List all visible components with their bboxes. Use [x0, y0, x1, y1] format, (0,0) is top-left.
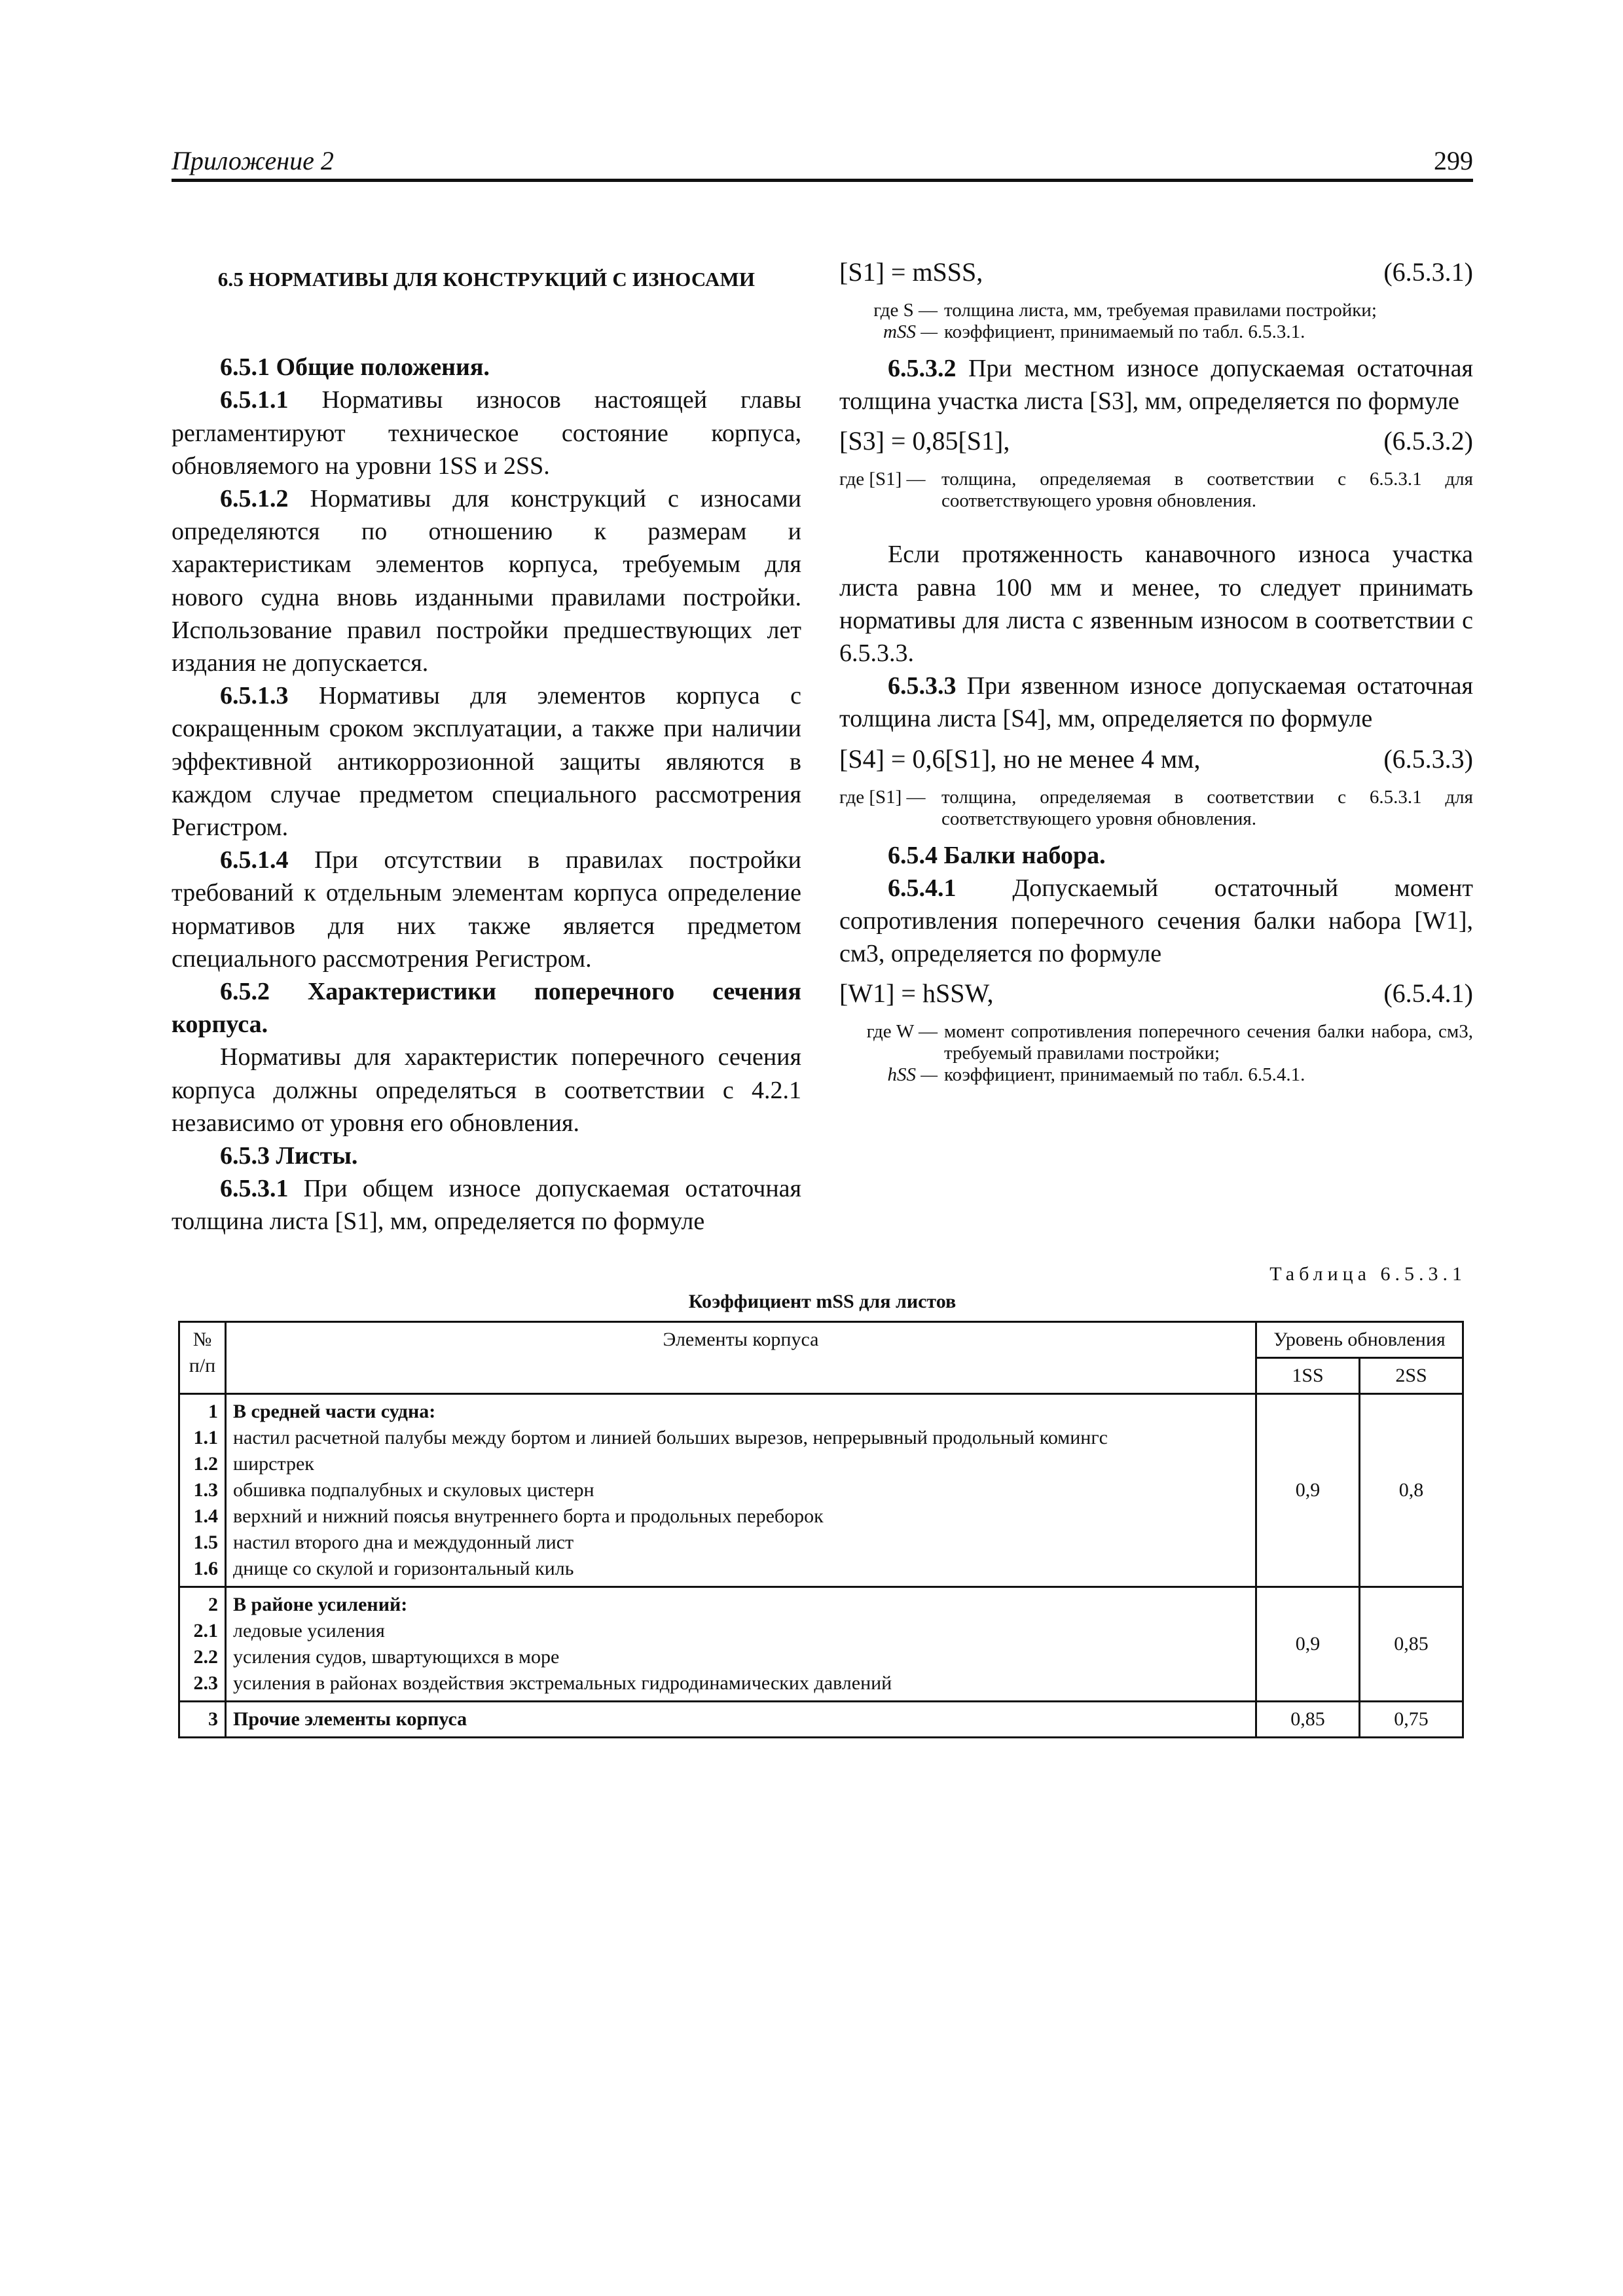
row-elements	[226, 1702, 1256, 1738]
clause-text: При язвенном износе допускаемая остаточная толщина листа [S4], мм, определяется по формуле	[839, 672, 1473, 733]
value-2ss: 0,8	[1360, 1394, 1463, 1587]
legend-text: толщина, определяемая в соответствии с 6.5.3.1 для соответствующего уровня обновления.	[941, 469, 1473, 512]
element-item: настил второго дна и междудонный лист	[233, 1532, 574, 1553]
element-item: настил расчетной палубы между бортом и линией больших вырезов, непрерывный продольный комингс	[233, 1427, 1108, 1448]
legend-symbol: где [S1] —	[839, 786, 926, 808]
formula-number: (6.5.3.1)	[1383, 257, 1473, 287]
element-item: ледовые усиления	[233, 1620, 385, 1641]
element-item: усиления судов, швартующихся в море	[233, 1646, 560, 1668]
value-2ss: 0,75	[1360, 1702, 1463, 1738]
row-number: 1.3	[193, 1479, 218, 1501]
row-numbers	[179, 1702, 226, 1738]
right-column	[839, 249, 1473, 1095]
clause-text: При местном износе допускаемая остаточная толщина участка листа [S3], мм, определяется по формуле	[839, 355, 1473, 416]
formula-6-5-3-3	[839, 740, 1473, 783]
group-heading: В средней части судна:	[233, 1401, 436, 1422]
formula-legend	[839, 469, 1473, 512]
formula-legend	[839, 1021, 1473, 1086]
element-item: обшивка подпалубных и скуловых цистерн	[233, 1479, 594, 1501]
formula-legend	[839, 787, 1473, 830]
element-item: ширстрек	[233, 1453, 314, 1475]
formula-6-5-3-2	[839, 422, 1473, 465]
formula-number: (6.5.4.1)	[1383, 978, 1473, 1009]
row-number: 3	[208, 1708, 218, 1730]
heading-6-5-2: 6.5.2 Характеристики поперечного сечения корпуса.	[172, 978, 801, 1039]
clause-text: Допускаемый остаточный момент сопротивления поперечного сечения балки набора [W1], см3, определяется по формуле	[839, 874, 1473, 968]
header-level: Уровень обновления	[1256, 1322, 1463, 1358]
value-1ss: 0,9	[1256, 1394, 1360, 1587]
table-label: Таблица 6.5.3.1	[1269, 1263, 1467, 1285]
element-item: днище со скулой и горизонтальный киль	[233, 1558, 574, 1579]
formula-number: (6.5.3.2)	[1383, 426, 1473, 456]
paragraph-6-5-1-2	[172, 482, 801, 679]
heading-6-5-1: 6.5.1 Общие положения.	[220, 353, 490, 382]
row-number: 1.1	[193, 1427, 218, 1448]
running-header-title: Приложение 2	[172, 146, 334, 175]
clause-number: 6.5.1.1	[220, 386, 289, 414]
legend-symbol: где W —	[866, 1021, 938, 1043]
running-header	[172, 145, 1473, 182]
paragraph-6-5-2: Нормативы для характеристик поперечного сечения корпуса должны определяться в соответствии с 4.2.1 независимо от уровня его обновления.	[172, 1043, 801, 1137]
formula-6-5-4-1	[839, 974, 1473, 1017]
row-number: 1.4	[193, 1505, 218, 1527]
value-1ss: 0,85	[1256, 1702, 1360, 1738]
formula-expression: [W1] = hSSW,	[839, 978, 994, 1009]
header-1ss: 1SS	[1256, 1358, 1360, 1394]
row-elements	[226, 1587, 1256, 1702]
element-item: верхний и нижний поясья внутреннего борта и продольных переборок	[233, 1505, 824, 1527]
clause-number: 6.5.3.1	[220, 1175, 289, 1203]
paragraph-6-5-3-1	[172, 1172, 801, 1238]
paragraph-6-5-1-4	[172, 844, 801, 975]
row-number: 2	[208, 1594, 218, 1615]
table-row	[179, 1587, 1463, 1702]
legend-symbol: mSS —	[883, 321, 938, 342]
clause-number: 6.5.1.2	[220, 485, 289, 513]
row-number: 1.5	[193, 1532, 218, 1553]
row-numbers	[179, 1587, 226, 1702]
paragraph-6-5-1-1	[172, 384, 801, 482]
paragraph-groove-wear: Если протяженность канавочного износа участка листа равна 100 мм и менее, то следует принимать нормативы для листа с язвенным износом в соответствии с 6.5.3.3.	[839, 541, 1473, 668]
table-header-row	[179, 1322, 1463, 1358]
paragraph-6-5-4-1	[839, 872, 1473, 971]
legend-row	[839, 1064, 1473, 1086]
clause-text: При отсутствии в правилах постройки требований к отдельным элементам корпуса определение нормативов для них также является предметом специального рассмотрения Регистром.	[172, 846, 801, 973]
row-elements	[226, 1394, 1256, 1587]
value-2ss: 0,85	[1360, 1587, 1463, 1702]
legend-text: коэффициент, принимаемый по табл. 6.5.4.1.	[944, 1064, 1305, 1086]
element-item: усиления в районах воздействия экстремальных гидродинамических давлений	[233, 1672, 892, 1694]
formula-legend	[839, 300, 1473, 343]
row-number: 2.3	[193, 1672, 218, 1694]
group-heading: В районе усилений:	[233, 1594, 408, 1615]
row-number: 1.2	[193, 1453, 218, 1475]
legend-symbol: hSS —	[887, 1064, 938, 1086]
table-row	[179, 1702, 1463, 1738]
legend-row	[839, 469, 1473, 512]
legend-row	[839, 1021, 1473, 1064]
section-title: 6.5 НОРМАТИВЫ ДЛЯ КОНСТРУКЦИЙ С ИЗНОСАМИ	[217, 268, 756, 291]
legend-row	[839, 787, 1473, 830]
header-2ss: 2SS	[1360, 1358, 1463, 1394]
row-number: 2.2	[193, 1646, 218, 1668]
heading-6-5-4: 6.5.4 Балки набора.	[888, 841, 1106, 869]
legend-row	[839, 300, 1473, 321]
legend-symbol: где [S1] —	[839, 469, 926, 490]
value-1ss: 0,9	[1256, 1587, 1360, 1702]
paragraph-6-5-3-2	[839, 352, 1473, 418]
clause-number: 6.5.4.1	[888, 874, 957, 902]
clause-text: Нормативы износов настоящей главы регламентируют техническое состояние корпуса, обновляемого на уровни 1SS и 2SS.	[172, 386, 801, 480]
row-numbers	[179, 1394, 226, 1587]
clause-number: 6.5.3.2	[888, 355, 957, 382]
header-elements: Элементы корпуса	[226, 1322, 1256, 1394]
legend-text: толщина, определяемая в соответствии с 6.5.3.1 для соответствующего уровня обновления.	[941, 786, 1473, 829]
heading-6-5-3: 6.5.3 Листы.	[220, 1142, 358, 1170]
legend-text: коэффициент, принимаемый по табл. 6.5.3.1.	[944, 321, 1305, 342]
legend-row	[839, 321, 1473, 343]
clause-number: 6.5.3.3	[888, 672, 957, 700]
formula-6-5-3-1	[839, 253, 1473, 296]
row-number: 2.1	[193, 1620, 218, 1641]
legend-text: момент сопротивления поперечного сечения балки набора, см3, требуемый правилами постройки;	[944, 1021, 1473, 1064]
row-number: 1	[208, 1401, 218, 1422]
header-number: № п/п	[179, 1322, 226, 1394]
formula-number: (6.5.3.3)	[1383, 744, 1473, 774]
paragraph-6-5-1-3	[172, 679, 801, 844]
row-number: 1.6	[193, 1558, 218, 1579]
paragraph-6-5-3-3	[839, 670, 1473, 735]
coefficient-table	[178, 1321, 1464, 1738]
legend-text: толщина листа, мм, требуемая правилами постройки;	[944, 300, 1377, 321]
clause-text: Нормативы для элементов корпуса с сокращенным сроком эксплуатации, а также при наличии эффективной антикоррозионной защиты являются в каждом случае предметом специального рассмотрения Регистром.	[172, 682, 801, 842]
formula-expression: [S4] = 0,6[S1], но не менее 4 мм,	[839, 744, 1201, 774]
table-row	[179, 1394, 1463, 1587]
clause-number: 6.5.1.3	[220, 682, 289, 710]
formula-expression: [S1] = mSSS,	[839, 257, 983, 287]
group-heading: Прочие элементы корпуса	[233, 1708, 467, 1730]
clause-number: 6.5.1.4	[220, 846, 289, 874]
legend-symbol: где S —	[873, 300, 938, 321]
header-rule	[172, 179, 1473, 182]
formula-expression: [S3] = 0,85[S1],	[839, 426, 1010, 456]
table-body	[179, 1394, 1463, 1738]
clause-text: При общем износе допускаемая остаточная толщина листа [S1], мм, определяется по формуле	[172, 1175, 801, 1236]
table-title: Коэффициент mSS для листов	[688, 1291, 957, 1312]
clause-text: Нормативы для конструкций с износами определяются по отношению к размерам и характеристикам элементов корпуса, требуемым для нового судна вновь изданными правилами постройки. Использование правил постройки предшествующих лет издания не допускается.	[172, 485, 801, 677]
left-column	[172, 249, 801, 1238]
page-number: 299	[1434, 146, 1473, 175]
